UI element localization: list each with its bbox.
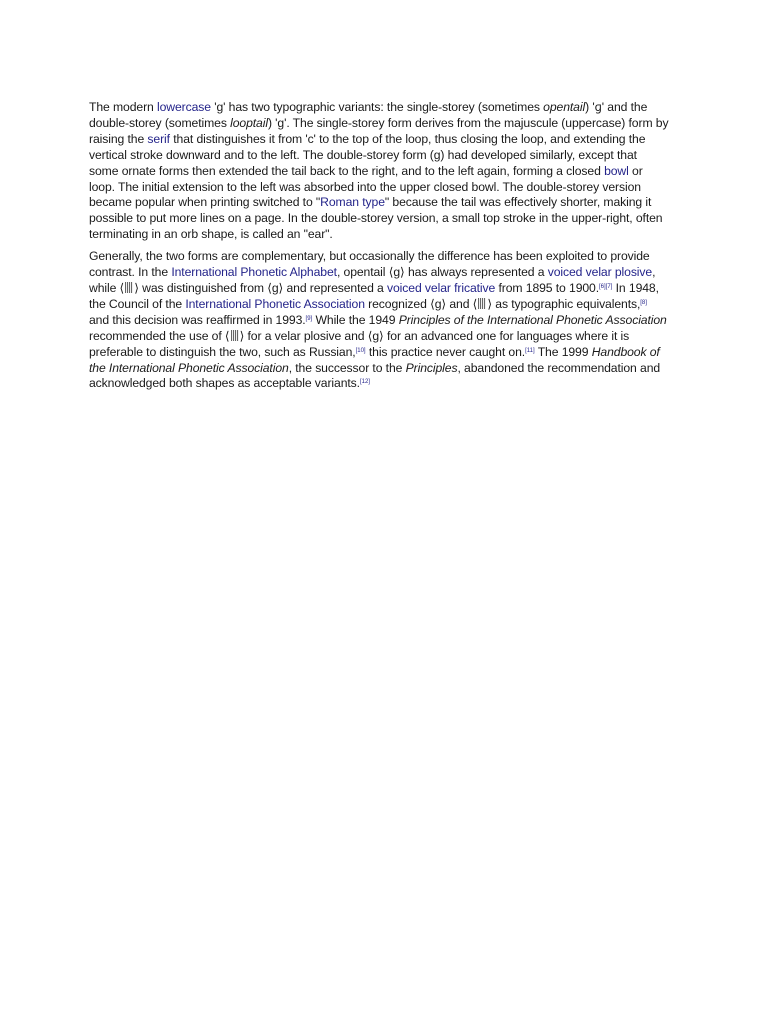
text: this practice never caught on. [365, 344, 526, 359]
citation-6-7[interactable]: [6][7] [599, 283, 613, 290]
text: The 1999 [534, 344, 592, 359]
link-roman-type[interactable]: Roman type [320, 195, 385, 210]
link-serif[interactable]: serif [147, 131, 170, 146]
link-lowercase[interactable]: lowercase [157, 100, 211, 114]
text: While the 1949 [312, 312, 399, 327]
text: The modern [89, 100, 157, 114]
text: , the successor to the [288, 360, 406, 375]
text: ⟩ as typographic equivalents, [487, 296, 641, 311]
text: , abandoned the recommendation and acknowledged both shapes as acceptable variants. [89, 360, 661, 391]
missing-glyph-icon [478, 298, 486, 309]
title-handbook: Handbook of the International Phonetic Association [89, 344, 660, 375]
paragraph-typographic-variants [89, 100, 669, 243]
link-bowl[interactable]: bowl [604, 163, 629, 178]
text: " because the tail was effectively shorter, making it possible to put more lines on a page. In the double-storey version, a small top stroke in the upper-right, often terminating in an orb shape, is called an "ear". [89, 195, 663, 242]
link-international-phonetic-alphabet[interactable]: International Phonetic Alphabet [171, 265, 337, 280]
citation-8[interactable]: [8] [640, 299, 647, 306]
text: recognized ⟨ɡ⟩ and ⟨ [364, 296, 478, 311]
paragraph-ipa-usage [89, 249, 669, 392]
text: that distinguishes it from 'c' to the top of the loop, thus closing the loop, and extending the vertical stroke downward and to the left. The double-storey form (g) had developed similarly, except that some ornate forms then extended the tail back to the right, and to the left again, forming a closed [89, 131, 646, 178]
text: ) 'g'. The single-storey form derives from the majuscule (uppercase) form by raising the [89, 115, 669, 146]
link-voiced-velar-plosive[interactable]: voiced velar plosive [547, 265, 653, 280]
text: 'g' has two typographic variants: the single-storey (sometimes [210, 100, 544, 114]
single-storey-g-glyph: ɡ [594, 100, 602, 114]
title-principles: Principles of the International Phonetic Association [398, 312, 667, 327]
term-opentail: opentail [543, 100, 586, 114]
text: ) ' [585, 100, 595, 114]
text: or loop. The initial extension to the left was absorbed into the upper closed bowl. The double-storey version became popular when printing switched to " [89, 163, 643, 210]
title-principles-short: Principles [405, 360, 458, 375]
link-voiced-velar-fricative[interactable]: voiced velar fricative [387, 280, 496, 295]
citation-10[interactable]: [10] [355, 347, 366, 354]
text: ⟩ was distinguished from ⟨ɡ⟩ and represented a [134, 280, 387, 295]
link-international-phonetic-association[interactable]: International Phonetic Association [185, 296, 365, 311]
missing-glyph-icon [231, 330, 239, 341]
citation-11[interactable]: [11] [525, 347, 535, 354]
text: , while ⟨ [89, 265, 656, 295]
text: and this decision was reaffirmed in 1993. [89, 312, 306, 327]
text: ⟩ for a velar plosive and ⟨ɡ⟩ for an advanced one for languages where it is preferable to distinguish the two, such as Russian, [89, 328, 630, 359]
citation-9[interactable]: [9] [305, 315, 313, 322]
citation-12[interactable]: [12] [359, 379, 370, 386]
text: Generally, the two forms are complementary, but occasionally the difference has been exploited to provide contrast. In the [89, 249, 650, 280]
text: from 1895 to 1900. [495, 280, 600, 295]
text: ' and the double-storey (sometimes [89, 100, 648, 130]
article-body [89, 100, 669, 398]
term-looptail: looptail [230, 115, 268, 130]
text: recommended the use of ⟨ [89, 328, 230, 343]
text: In 1948, the Council of the [89, 280, 659, 311]
missing-glyph-icon [125, 282, 133, 293]
text: , opentail ⟨ɡ⟩ has always represented a [336, 265, 548, 280]
